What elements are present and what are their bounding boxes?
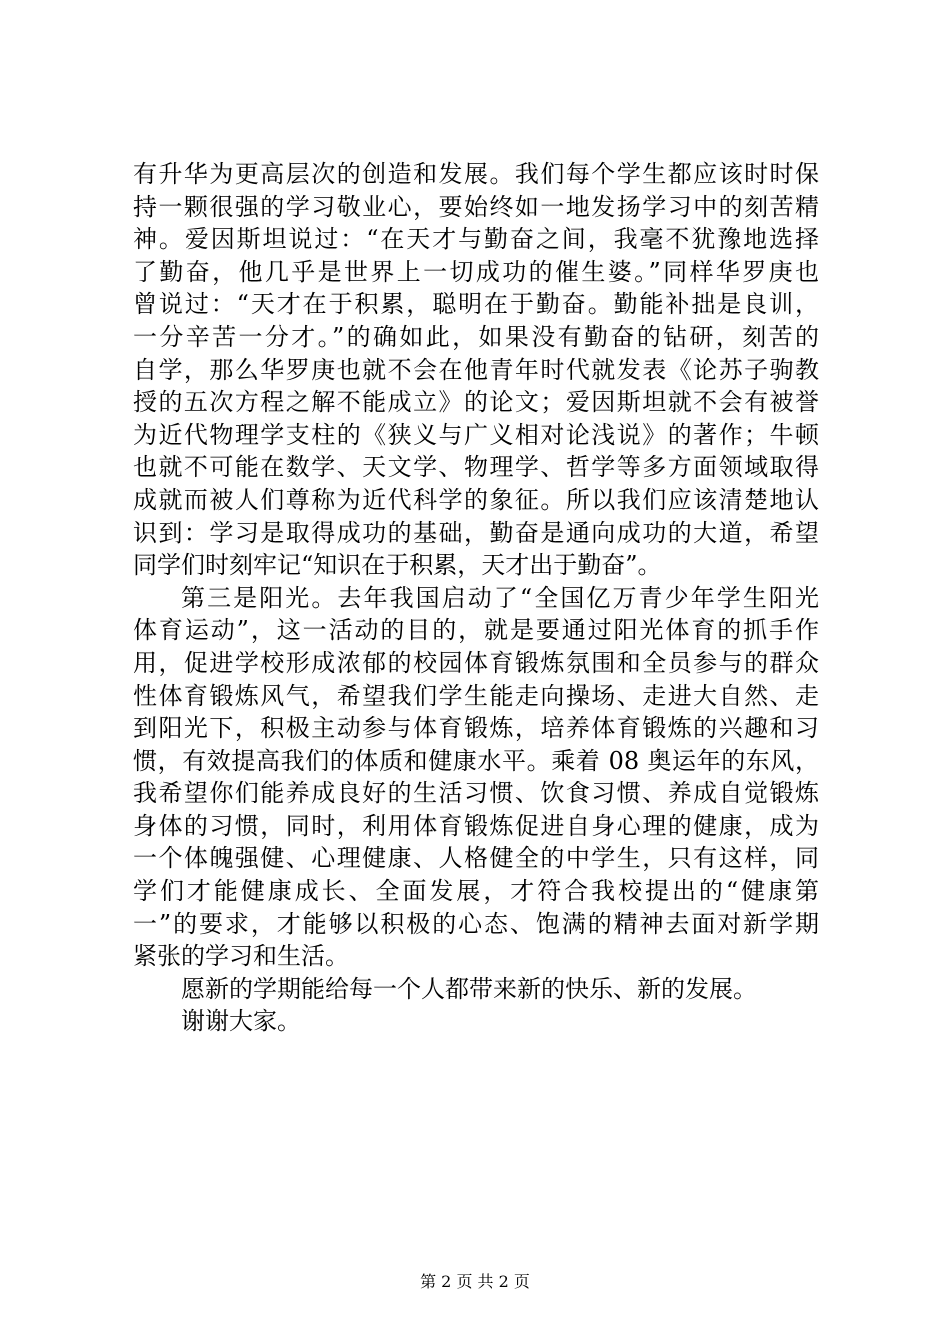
page-number-footer: 第 2 页 共 2 页 xyxy=(420,1272,530,1291)
text-line: 体育运动”，这一活动的目的，就是要通过阳光体育的抓手作 xyxy=(133,616,819,645)
paragraph xyxy=(133,582,819,973)
text-line: 同学们时刻牢记“知识在于积累，天才出于勤奋”。 xyxy=(133,551,662,580)
text-line: 了勤奋，他几乎是世界上一切成功的催生婆。”同样华罗庚也 xyxy=(133,257,819,286)
text-line: 有升华为更高层次的创造和发展。我们每个学生都应该时时保 xyxy=(133,160,819,188)
text-line: 识到：学习是取得成功的基础，勤奋是通向成功的大道，希望 xyxy=(133,518,819,547)
text-line: 成就而被人们尊称为近代科学的象征。所以我们应该清楚地认 xyxy=(133,485,819,514)
text-line: 授的五次方程之解不能成立》的论文；爱因斯坦就不会有被誉 xyxy=(133,388,819,417)
text-line: 一个体魄强健、心理健康、人格健全的中学生，只有这样，同 xyxy=(133,844,819,873)
text-line: 性体育锻炼风气，希望我们学生能走向操场、走进大自然、走 xyxy=(133,681,819,710)
text-line: 紧张的学习和生活。 xyxy=(133,942,349,971)
text-line: 一”的要求，才能够以积极的心态、饱满的精神去面对新学期 xyxy=(133,909,819,938)
text-line: 愿新的学期能给每一个人都带来新的快乐、新的发展。 xyxy=(181,974,757,1003)
paragraph xyxy=(133,973,819,1006)
text-line: 我希望你们能养成良好的生活习惯、饮食习惯、养成自觉锻炼 xyxy=(133,779,819,808)
text-line: 也就不可能在数学、天文学、物理学、哲学等多方面领域取得 xyxy=(133,453,819,482)
text-line: 持一颗很强的学习敬业心，要始终如一地发扬学习中的刻苦精 xyxy=(133,192,819,221)
text-line: 惯，有效提高我们的体质和健康水平。乘着 08 奥运年的东风， xyxy=(133,746,819,775)
text-line: 神。爱因斯坦说过：“在天才与勤奋之间，我毫不犹豫地选择 xyxy=(133,225,819,254)
paragraph xyxy=(133,158,819,582)
text-line: 曾说过：“天才在于积累，聪明在于勤奋。勤能补拙是良训， xyxy=(133,290,819,319)
document-body xyxy=(133,158,819,1038)
paragraph xyxy=(133,1005,819,1038)
text-line: 学们才能健康成长、全面发展，才符合我校提出的“健康第 xyxy=(133,877,819,906)
text-line: 身体的习惯，同时，利用体育锻炼促进自身心理的健康，成为 xyxy=(133,811,819,840)
text-line: 到阳光下，积极主动参与体育锻炼，培养体育锻炼的兴趣和习 xyxy=(133,714,819,743)
text-line: 为近代物理学支柱的《狭义与广义相对论浅说》的著作；牛顿 xyxy=(133,420,819,449)
text-line: 自学，那么华罗庚也就不会在他青年时代就发表《论苏子驹教 xyxy=(133,355,819,384)
text-line: 用，促进学校形成浓郁的校园体育锻炼氛围和全员参与的群众 xyxy=(133,648,819,677)
text-line: 第三是阳光。去年我国启动了“全国亿万青少年学生阳光 xyxy=(181,583,819,612)
text-line: 一分辛苦一分才。”的确如此，如果没有勤奋的钻研，刻苦的 xyxy=(133,322,819,351)
text-line: 谢谢大家。 xyxy=(181,1007,301,1036)
